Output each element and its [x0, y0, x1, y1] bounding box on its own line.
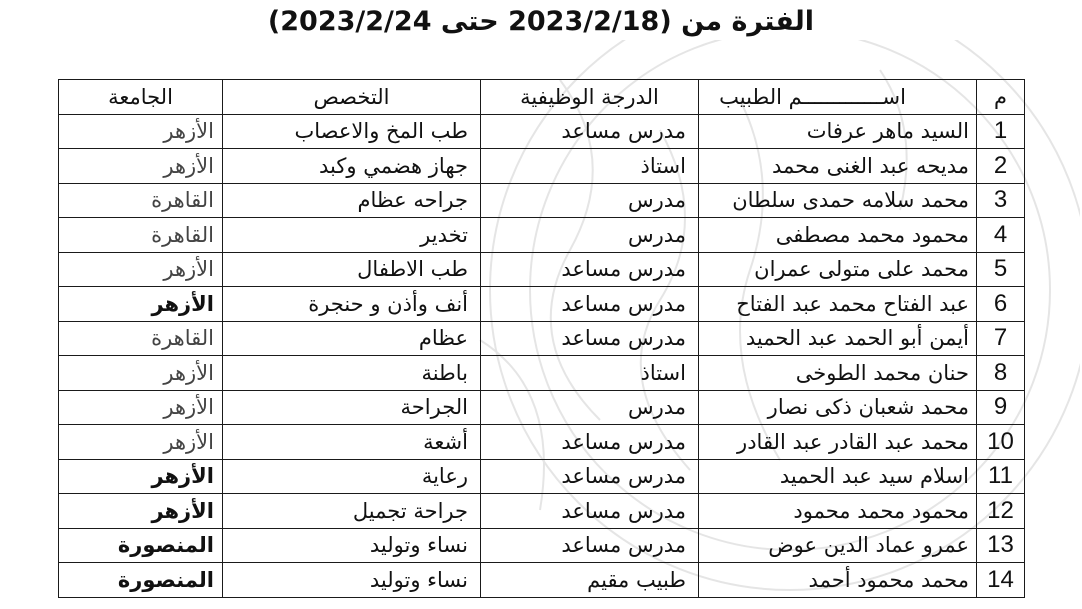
table-row	[59, 252, 1025, 287]
doctor-name: محمد عبد القادر عبد القادر	[699, 425, 977, 460]
row-num: 12	[977, 494, 1025, 529]
row-num: 2	[977, 149, 1025, 184]
doctor-university: الأزهر	[59, 149, 223, 184]
header-university: الجامعة	[59, 80, 223, 115]
doctor-rank: مدرس مساعد	[481, 252, 699, 287]
doctor-rank: مدرس	[481, 183, 699, 218]
table-row	[59, 114, 1025, 149]
header-num: م	[977, 80, 1025, 115]
row-num: 7	[977, 321, 1025, 356]
doctor-name: مديحه عبد الغنى محمد	[699, 149, 977, 184]
doctor-rank: مدرس	[481, 390, 699, 425]
doctor-rank: طبيب مقيم	[481, 563, 699, 598]
table-row	[59, 149, 1025, 184]
doctor-specialty: طب المخ والاعصاب	[223, 114, 481, 149]
row-num: 1	[977, 114, 1025, 149]
table-row	[59, 563, 1025, 598]
row-num: 4	[977, 218, 1025, 253]
doctor-name: أيمن أبو الحمد عبد الحميد	[699, 321, 977, 356]
doctor-rank: مدرس مساعد	[481, 459, 699, 494]
doctor-name: محمد شعبان ذكى نصار	[699, 390, 977, 425]
doctor-specialty: جراحة تجميل	[223, 494, 481, 529]
doctor-university: الأزهر	[59, 425, 223, 460]
header-name: اســـــــــــــم الطبيب	[699, 80, 977, 115]
doctor-name: اسلام سيد عبد الحميد	[699, 459, 977, 494]
doctor-specialty: باطنة	[223, 356, 481, 391]
doctor-university: الأزهر	[59, 114, 223, 149]
doctor-university: الأزهر	[59, 494, 223, 529]
doctor-rank: مدرس مساعد	[481, 425, 699, 460]
doctor-rank: استاذ	[481, 149, 699, 184]
table-row	[59, 321, 1025, 356]
table-row	[59, 218, 1025, 253]
header-specialty: التخصص	[223, 80, 481, 115]
doctor-specialty: رعاية	[223, 459, 481, 494]
table-row	[59, 494, 1025, 529]
doctor-specialty: نساء وتوليد	[223, 563, 481, 598]
doctor-specialty: نساء وتوليد	[223, 528, 481, 563]
doctor-university: الأزهر	[59, 287, 223, 322]
row-num: 11	[977, 459, 1025, 494]
table-row	[59, 459, 1025, 494]
doctor-university: القاهرة	[59, 321, 223, 356]
doctor-rank: مدرس مساعد	[481, 114, 699, 149]
doctor-name: محمد محمود أحمد	[699, 563, 977, 598]
doctor-rank: مدرس مساعد	[481, 287, 699, 322]
row-num: 10	[977, 425, 1025, 460]
table-row	[59, 425, 1025, 460]
row-num: 6	[977, 287, 1025, 322]
doctor-name: عمرو عماد الدين عوض	[699, 528, 977, 563]
doctor-name: محمود محمد مصطفى	[699, 218, 977, 253]
row-num: 3	[977, 183, 1025, 218]
row-num: 8	[977, 356, 1025, 391]
doctor-rank: استاذ	[481, 356, 699, 391]
row-num: 14	[977, 563, 1025, 598]
doctor-specialty: عظام	[223, 321, 481, 356]
row-num: 13	[977, 528, 1025, 563]
doctor-rank: مدرس مساعد	[481, 528, 699, 563]
doctor-specialty: أشعة	[223, 425, 481, 460]
doctor-university: القاهرة	[59, 183, 223, 218]
doctor-specialty: أنف وأذن و حنجرة	[223, 287, 481, 322]
doctor-university: المنصورة	[59, 563, 223, 598]
doctors-table-container	[58, 79, 1024, 598]
doctor-specialty: جهاز هضمي وكبد	[223, 149, 481, 184]
doctor-university: القاهرة	[59, 218, 223, 253]
table-header-row	[59, 80, 1025, 115]
doctor-specialty: جراحه عظام	[223, 183, 481, 218]
table-row	[59, 528, 1025, 563]
table-row	[59, 183, 1025, 218]
row-num: 5	[977, 252, 1025, 287]
table-row	[59, 287, 1025, 322]
header-rank: الدرجة الوظيفية	[481, 80, 699, 115]
doctor-name: حنان محمد الطوخى	[699, 356, 977, 391]
doctor-rank: مدرس مساعد	[481, 494, 699, 529]
period-title: الفترة من (2023/2/18 حتى 2023/2/24)	[267, 6, 815, 37]
doctor-name: محمود محمد محمود	[699, 494, 977, 529]
doctor-university: الأزهر	[59, 356, 223, 391]
table-row	[59, 356, 1025, 391]
doctor-name: السيد ماهر عرفات	[699, 114, 977, 149]
doctor-university: الأزهر	[59, 252, 223, 287]
doctor-specialty: الجراحة	[223, 390, 481, 425]
doctor-specialty: تخدير	[223, 218, 481, 253]
doctors-table	[58, 79, 1025, 598]
doctor-university: المنصورة	[59, 528, 223, 563]
doctor-name: عبد الفتاح محمد عبد الفتاح	[699, 287, 977, 322]
doctor-university: الأزهر	[59, 459, 223, 494]
doctor-specialty: طب الاطفال	[223, 252, 481, 287]
table-row	[59, 390, 1025, 425]
doctor-rank: مدرس	[481, 218, 699, 253]
doctor-name: محمد سلامه حمدى سلطان	[699, 183, 977, 218]
doctor-rank: مدرس مساعد	[481, 321, 699, 356]
doctor-name: محمد على متولى عمران	[699, 252, 977, 287]
row-num: 9	[977, 390, 1025, 425]
doctor-university: الأزهر	[59, 390, 223, 425]
